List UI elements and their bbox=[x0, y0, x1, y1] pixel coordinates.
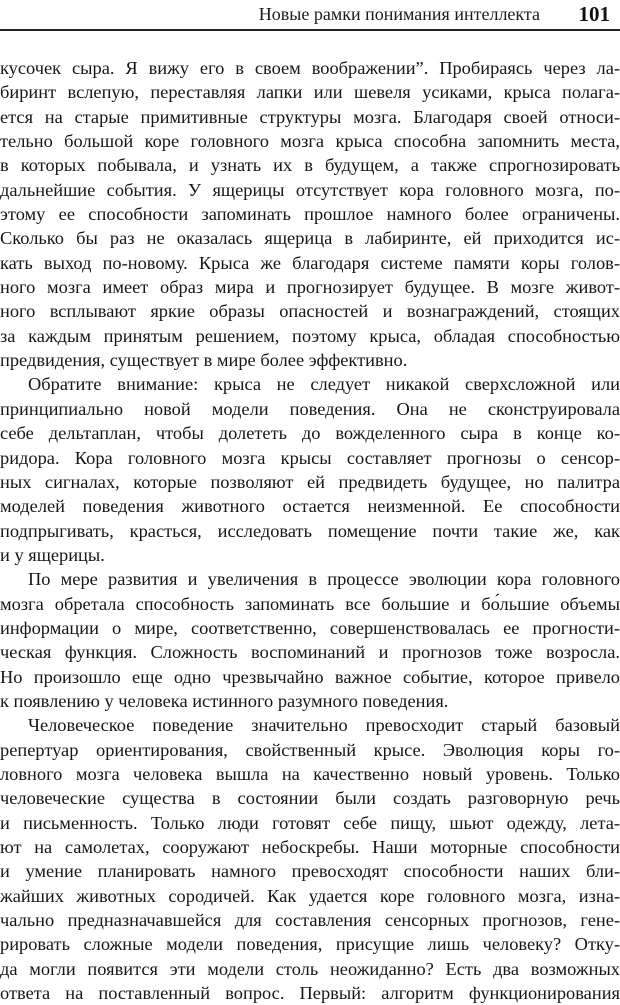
text-line: моделей поведения животного остается неизменной. Ее способности bbox=[0, 496, 620, 517]
text-line: По мере развития и увеличения в процессе эволюции кора головного bbox=[28, 569, 620, 590]
text-line: ного всплывают яркие образы опасностей и вознаграждений, стоящих bbox=[0, 301, 620, 322]
text-line: и у ящерицы. bbox=[0, 544, 105, 565]
text-line: и умение планировать намного превосходят способности наших бли- bbox=[0, 861, 620, 882]
text-line: ловного мозга человека вышла на качественно новый уровень. Только bbox=[0, 763, 620, 784]
text-line: в которых побывала, и узнать их в будущем, а также спрогнозировать bbox=[0, 155, 620, 176]
text-line: ют на самолетах, сооружают небоскребы. Наши моторные способности bbox=[0, 837, 620, 857]
text-line: ного мозга имеет образ мира и прогнозирует будущее. В мозге живот- bbox=[0, 277, 620, 298]
text-line: предвидения, существует в мире более эффективно. bbox=[0, 350, 408, 371]
text-line: биринт вслепую, переставляя лапки или шевеля усиками, крыса полага- bbox=[0, 82, 620, 103]
text-line: к появлению у человека истинного разумного поведения. bbox=[0, 690, 449, 711]
text-line: жайших животных сородичей. Как удается коре головного мозга, изна- bbox=[0, 885, 620, 906]
text-line: принципиально новой модели поведения. Она не сконструировала bbox=[0, 398, 620, 419]
text-line: дальнейшие события. У ящерицы отсутствует кора головного мозга, по- bbox=[0, 179, 620, 200]
text-line: ется на старые примитивные структуры мозга. Благодаря своей относи- bbox=[0, 106, 620, 127]
text-line: кать выход по-новому. Крыса же благодаря системе памяти коры голов- bbox=[0, 252, 620, 273]
text-line: информации о мире, соответственно, совершенствовалась ее прогности- bbox=[0, 617, 620, 638]
body-text bbox=[0, 56, 620, 1005]
text-line: ответа на поставленный вопрос. Первый: алгоритм функционирования bbox=[0, 983, 620, 1004]
text-line: кусочек сыра. Я вижу его в своем воображении”. Пробираясь через ла- bbox=[0, 58, 620, 78]
running-title: Новые рамки понимания интеллекта bbox=[258, 4, 540, 24]
text-line: репертуар ориентирования, свойственный крысе. Эволюция коры го- bbox=[0, 739, 620, 760]
text-line: Обратите внимание: крыса не следует никакой сверхсложной или bbox=[28, 374, 620, 395]
text-line: да могли появится эти модели столь неожиданно? Есть два возможных bbox=[0, 958, 620, 979]
text-line: и письменность. Только люди готовят себе пищу, шьют одежду, лета- bbox=[0, 812, 620, 833]
text-line: чально предназначавшейся для составления сенсорных прогнозов, гене- bbox=[0, 910, 620, 931]
text-line: за каждым принятым решением, поэтому крыса, обладая способностью bbox=[0, 325, 620, 346]
text-line: ческая функция. Сложность воспоминаний и прогнозов тоже возросла. bbox=[0, 642, 620, 663]
text-line: Но произошло еще одно чрезвычайно важное событие, которое привело bbox=[0, 666, 620, 687]
text-line: человеческие существа в состоянии были создать разговорную речь bbox=[0, 788, 620, 809]
text-line: ридора. Кора головного мозга крысы составляет прогнозы о сенсор- bbox=[0, 447, 620, 468]
header-rule bbox=[0, 29, 620, 31]
text-line: ных сигналах, которые позволяют ей предвидеть будущее, но палитра bbox=[0, 471, 620, 492]
text-line: себе дельтаплан, чтобы долететь до вожделенного сыра в конце ко- bbox=[0, 423, 620, 444]
text-line: мозга обретала способность запоминать все большие и бо́льшие объемы bbox=[0, 593, 620, 614]
page-header bbox=[0, 0, 620, 30]
text-line: подпрыгивать, красться, исследовать помещение почти такие же, как bbox=[0, 520, 620, 541]
text-line: Человеческое поведение значительно превосходит старый базовый bbox=[28, 715, 620, 736]
text-line: рировать сложные модели поведения, присущие лишь человеку? Отку- bbox=[0, 934, 620, 955]
text-line: тельно большой коре головного мозга крыса способна запомнить места, bbox=[0, 131, 620, 152]
text-line: Сколько бы раз не оказалась ящерица в лабиринте, ей приходится ис- bbox=[0, 228, 620, 249]
text-line: этому ее способности запоминать прошлое намного более ограничены. bbox=[0, 204, 620, 225]
page-number: 101 bbox=[578, 2, 610, 26]
